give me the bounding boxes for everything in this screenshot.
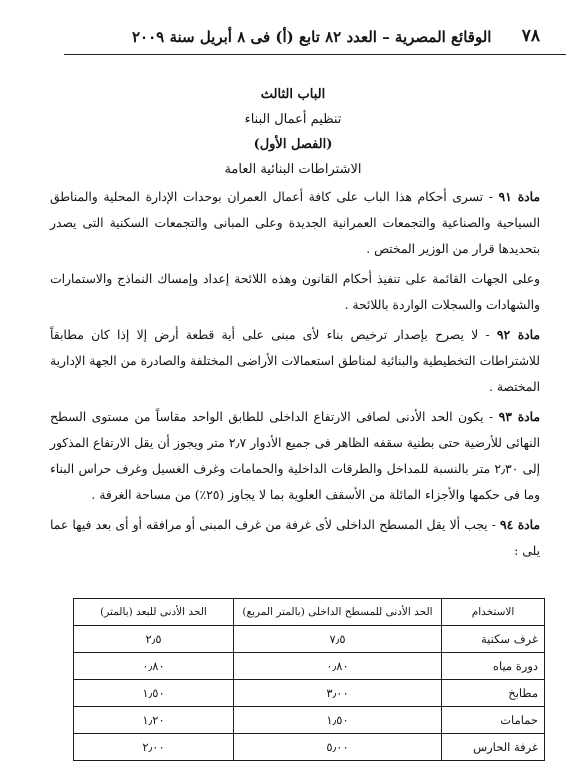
min-dimension-cell: ١٫٢٠ <box>74 707 234 734</box>
running-title: الوقائع المصرية – العدد ٨٢ تابع (أ) فى ٨ أبريل سنة ٢٠٠٩ <box>132 28 492 46</box>
header-rule <box>64 54 566 55</box>
article-93-paragraph <box>50 404 540 508</box>
table-row <box>74 734 545 761</box>
article-92-label: مادة ٩٢ <box>496 327 540 342</box>
chapter-heading: (الفصل الأول) <box>253 137 333 152</box>
articles-body <box>50 184 540 568</box>
min-dimension-cell: ١٫٥٠ <box>74 680 234 707</box>
article-93-label: مادة ٩٣ <box>498 409 540 424</box>
article-91-label: مادة ٩١ <box>498 189 540 204</box>
usage-cell: حمامات <box>442 707 545 734</box>
min-area-cell: ١٫٥٠ <box>234 707 442 734</box>
article-93-text: - يكون الحد الأدنى لصافى الارتفاع الداخلى للطابق الواحد مقاساً من مستوى السطح النهائى للأرضية حتى بطنية سقفه الظاهر فى جميع الأدوار ٢٫٧ متر ويجوز أن يقل الارتفاع المذكور إلى ٢٫٣٠ متر بالنسبة للمداخل والطرقات الداخلية والحمامات وغرف الغسيل وغرف حراس البناء وما فى حكمها والأجزاء المائلة من الأسقف العلوية بما لا يجاوز (٢٥٪) من مساحة الغرفة . <box>50 410 541 502</box>
page-header <box>14 26 572 52</box>
page-number: ٧٨ <box>521 26 540 46</box>
article-94-paragraph <box>50 512 540 564</box>
min-area-cell: ٣٫٠٠ <box>234 680 442 707</box>
header-min-area: الحد الأدنى للمسطح الداخلى (بالمتر المربع) <box>234 599 442 626</box>
chapter-name: الاشتراطات البنائية العامة <box>224 162 362 177</box>
article-91-text: - تسرى أحكام هذا الباب على كافة أعمال العمران بوحدات الإدارة المحلية والمناطق السياحية والصناعية والتجمعات العمرانية الجديدة وعلى المبانى والتجمعات السكنية التى يصدر بتحديدها قرار من الوزير المختص . <box>50 190 540 256</box>
usage-cell: مطابخ <box>442 680 545 707</box>
min-dimension-cell: ٢٫٥ <box>74 626 234 653</box>
min-area-cell: ٥٫٠٠ <box>234 734 442 761</box>
section-heading: الباب الثالث <box>260 87 326 102</box>
usage-cell: دورة مياه <box>442 653 545 680</box>
table-row <box>74 707 545 734</box>
min-area-cell: ٠٫٨٠ <box>234 653 442 680</box>
section-name: تنظيم أعمال البناء <box>244 112 342 127</box>
article-94-text: - يجب ألا يقل المسطح الداخلى لأى غرفة من غرف المبنى أو مرافقه أو أى بعد فيها عما يلى : <box>50 518 540 558</box>
header-min-dimension: الحد الأدنى للبعد (بالمتر) <box>74 599 234 626</box>
article-92-paragraph <box>50 322 540 400</box>
usage-cell: غرف سكنية <box>442 626 545 653</box>
article-94-label: مادة ٩٤ <box>500 517 540 532</box>
minimum-dimensions-table <box>73 598 545 761</box>
article-91-continuation <box>50 266 540 318</box>
header-usage: الاستخدام <box>442 599 545 626</box>
min-dimension-cell: ٠٫٨٠ <box>74 653 234 680</box>
section-titles <box>0 82 586 182</box>
article-91-paragraph <box>50 184 540 262</box>
table-row <box>74 626 545 653</box>
usage-cell: غرفة الحارس <box>442 734 545 761</box>
article-91-continuation-text: وعلى الجهات القائمة على تنفيذ أحكام القانون وهذه اللائحة إعداد وإمساك النماذج والاستمارات والشهادات والسجلات الواردة باللائحة . <box>50 272 540 312</box>
table-header-row <box>74 599 545 626</box>
table-row <box>74 653 545 680</box>
min-area-cell: ٧٫٥ <box>234 626 442 653</box>
article-92-text: - لا يصرح بإصدار ترخيص بناء لأى مبنى على أية قطعة أرض إلا إذا كان مطابقاً للاشتراطات التخطيطية والبنائية لمناطق استعمالات الأراضى المختلفة والصادرة من الجهة الإدارية المختصة . <box>50 328 540 394</box>
table-row <box>74 680 545 707</box>
min-dimension-cell: ٢٫٠٠ <box>74 734 234 761</box>
